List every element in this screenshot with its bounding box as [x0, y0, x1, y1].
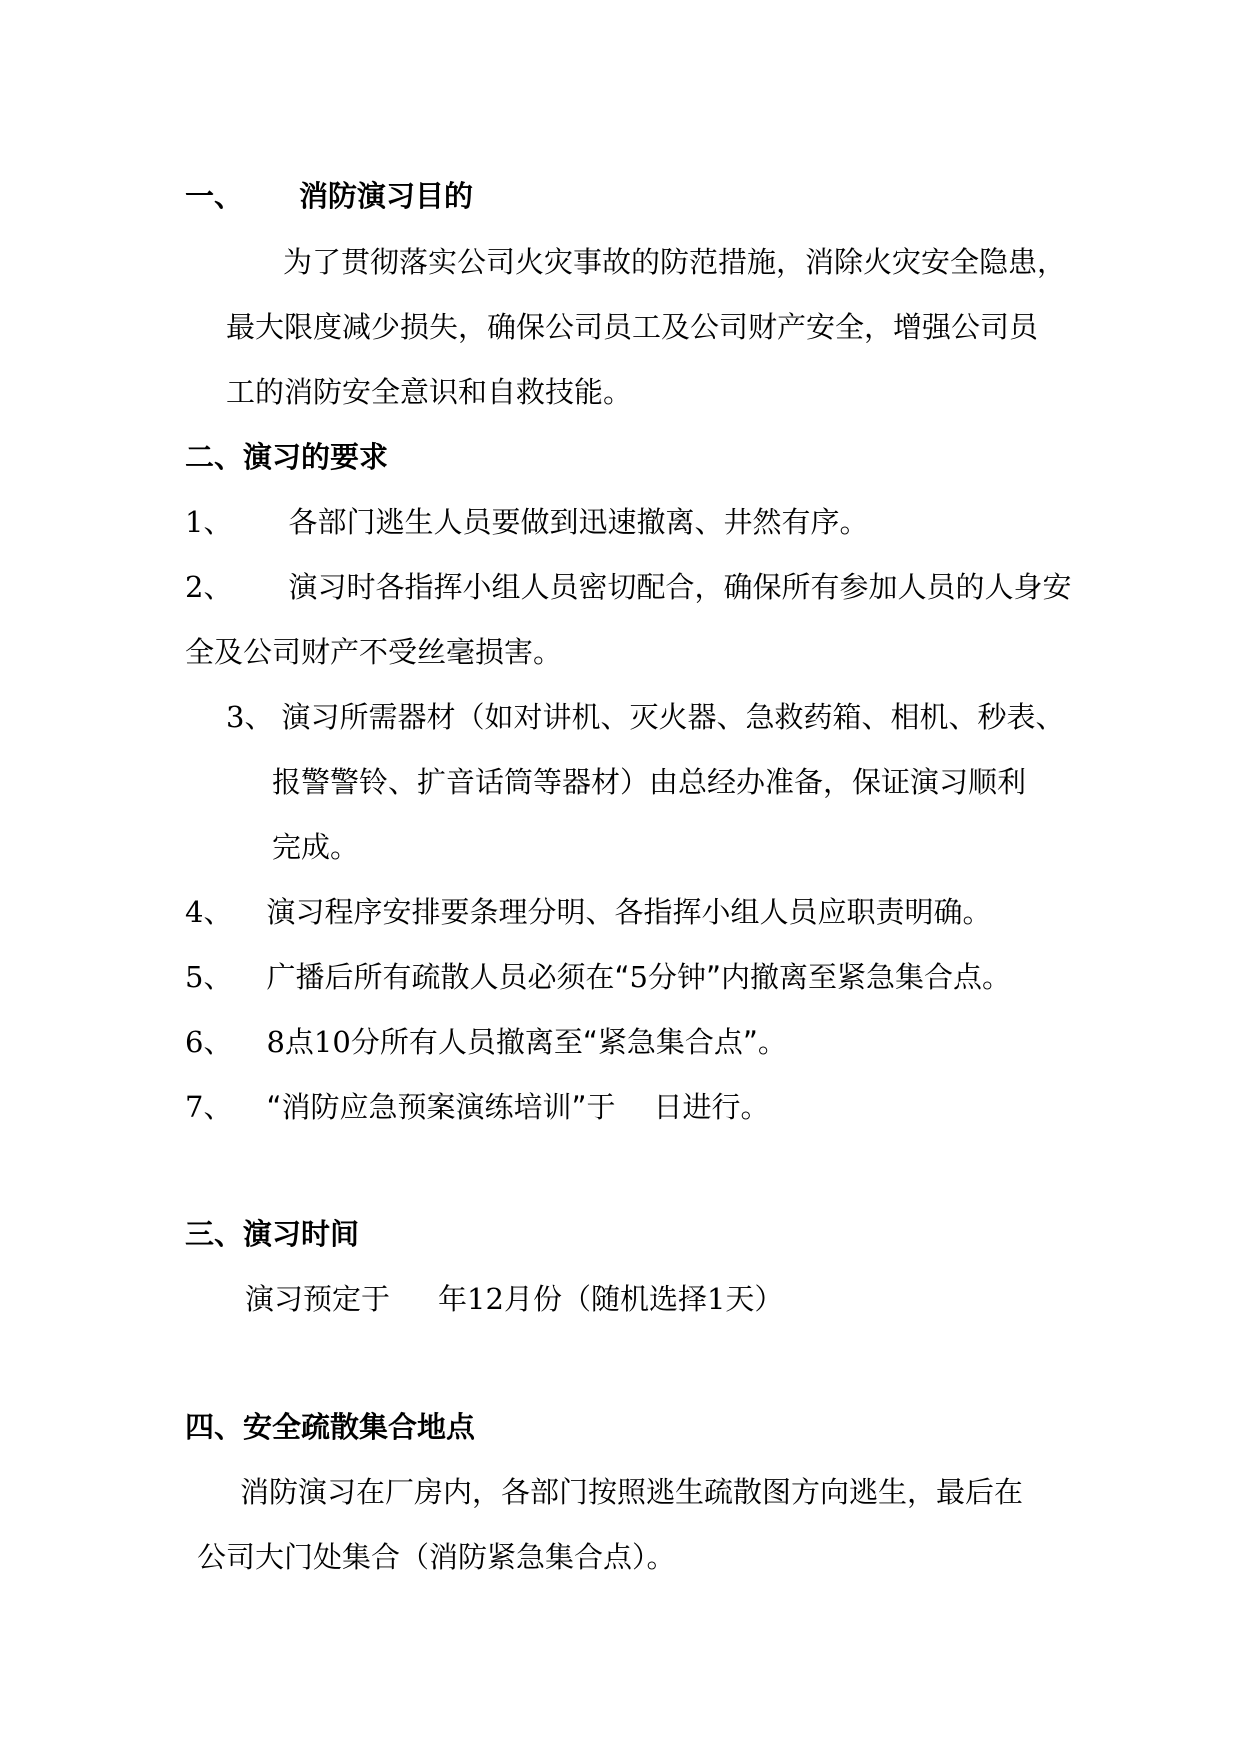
item-7-number: 7、 — [185, 1090, 233, 1124]
item-6-minute: 10 — [313, 1025, 351, 1059]
section-1-title: 消防演习目的 — [299, 179, 474, 213]
section-2-item-5 — [185, 957, 1011, 997]
section-1-para-line-3: 工的消防安全意识和自救技能。 — [226, 375, 633, 409]
section-4-heading: 四、安全疏散集合地点 — [185, 1410, 476, 1444]
section-3-text-a: 演习预定于 — [245, 1282, 391, 1316]
section-1-para-line-1: 为了贯彻落实公司火灾事故的防范措施，消除火灾安全隐患， — [283, 245, 1067, 279]
item-3-text: 演习所需器材（如对讲机、灭火器、急救药箱、相机、秒表、 — [281, 700, 1065, 734]
item-4-number: 4、 — [185, 895, 233, 929]
section-1-heading — [185, 176, 473, 216]
section-2-item-2 — [185, 567, 1071, 607]
section-4-para-line-1: 消防演习在厂房内，各部门按照逃生疏散图方向逃生，最后在 — [240, 1475, 1024, 1509]
item-6-text-d: 分所有人员撤离至“紧急集合点”。 — [350, 1025, 787, 1059]
item-2-text: 演习时各指挥小组人员密切配合，确保所有参加人员的人身安 — [288, 570, 1072, 604]
section-2-item-3-continued-2: 完成。 — [272, 830, 360, 864]
section-2-item-7 — [185, 1087, 770, 1127]
section-2-item-2-continued: 全及公司财产不受丝毫损害。 — [185, 635, 563, 669]
section-3-heading: 三、演习时间 — [185, 1217, 360, 1251]
section-2-item-4 — [185, 892, 991, 932]
item-5-minutes: 5 — [629, 960, 648, 994]
item-5-number: 5、 — [185, 960, 233, 994]
section-2-heading: 二、演习的要求 — [185, 440, 389, 474]
section-2-item-3-continued: 报警警铃、扩音话筒等器材）由总经办准备，保证演习顺利 — [272, 765, 1027, 799]
item-4-text: 演习程序安排要条理分明、各指挥小组人员应职责明确。 — [266, 895, 992, 929]
section-3-days: 1 — [706, 1282, 726, 1316]
section-3-text — [245, 1279, 783, 1319]
section-2-item-1 — [185, 502, 868, 542]
section-3-month: 12 — [467, 1282, 504, 1316]
section-1-para-line-2: 最大限度减少损失，确保公司员工及公司财产安全，增强公司员 — [226, 310, 1039, 344]
item-7-text-a: “消防应急预案演练培训”于 — [266, 1090, 616, 1124]
item-3-number: 3、 — [226, 700, 274, 734]
section-2-item-6 — [185, 1022, 787, 1062]
item-6-number: 6、 — [185, 1025, 233, 1059]
section-4-para-line-2: 公司大门处集合（消防紧急集合点）。 — [197, 1540, 676, 1574]
section-3-text-b: 年 — [438, 1282, 468, 1316]
item-1-text: 各部门逃生人员要做到迅速撤离、井然有序。 — [288, 505, 869, 539]
item-6-hour: 8 — [266, 1025, 285, 1059]
section-3-text-d: 月份（随机选择 — [503, 1282, 707, 1316]
item-2-number: 2、 — [185, 570, 233, 604]
section-2-item-3 — [226, 697, 1064, 737]
section-1-number: 一、 — [185, 179, 244, 213]
item-5-text-a: 广播后所有疏散人员必须在“ — [266, 960, 630, 994]
item-7-text-b: 日进行。 — [653, 1090, 770, 1124]
section-3-text-f: 天） — [725, 1282, 784, 1316]
item-5-text-c: 分钟”内撤离至紧急集合点。 — [647, 960, 1011, 994]
item-6-text-b: 点 — [284, 1025, 314, 1059]
item-1-number: 1、 — [185, 505, 233, 539]
